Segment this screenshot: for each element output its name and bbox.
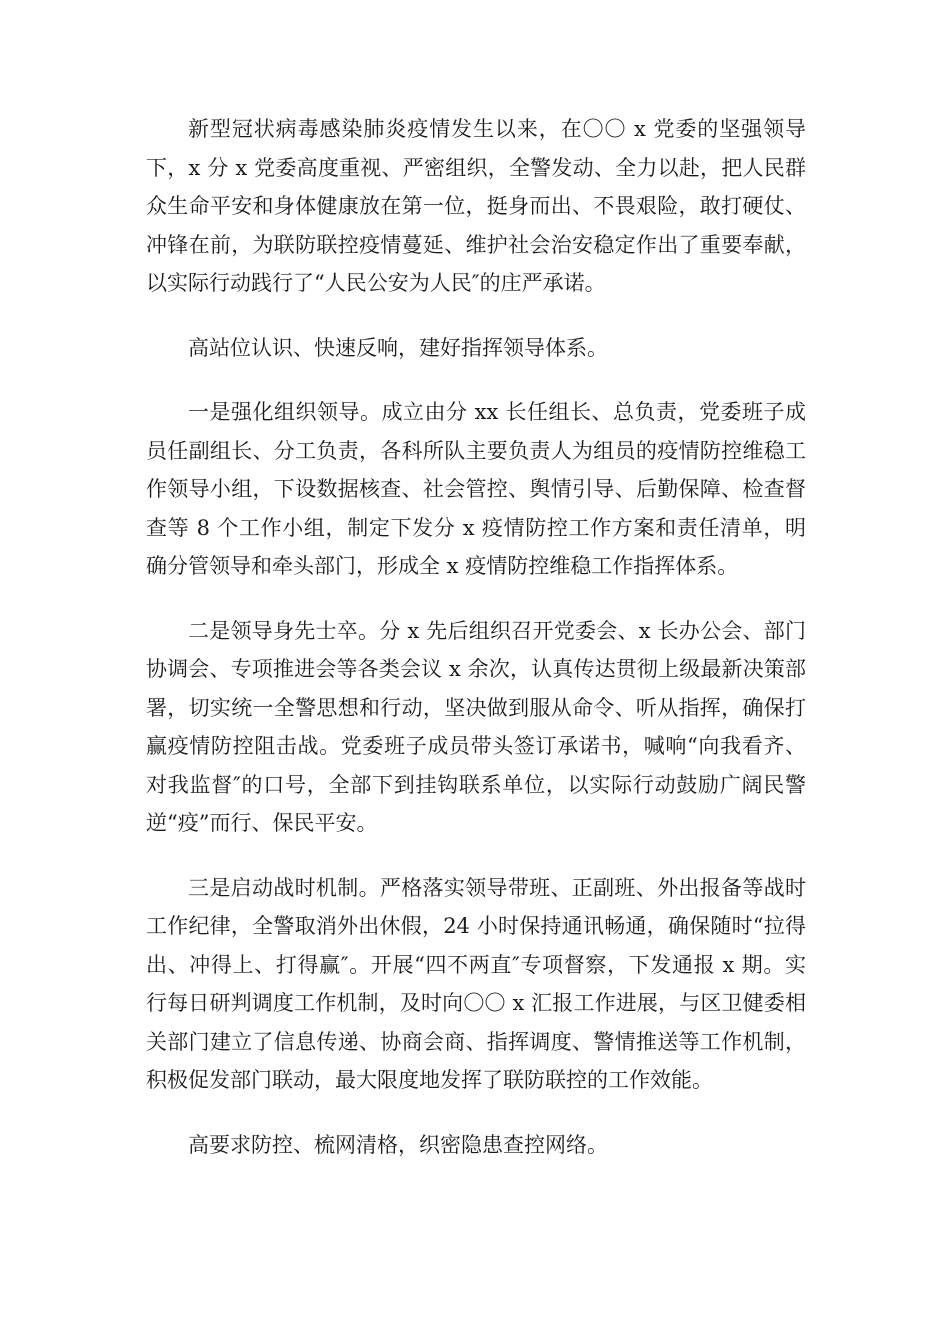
section-heading-prevention-network: 高要求防控、梳网清格，织密隐患查控网络。: [188, 1132, 608, 1157]
paragraph-leaders-take-lead: 二是领导身先士卒。分 x 先后组织召开党委会、x 长办公会、部门协调会、专项推进会等各类会议 x 余次，认真传达贯彻上级最新决策部署，切实统一全警思想和行动，坚决做到服从命令、听从指挥，确保打赢疫情防控阻击战。党委班子成员带头签订承诺书，喊响“向我看齐、对我监督″的口号，全部下到挂钩联系单位，以实际行动鼓励广阔民警逆“疫”而行、保民平安。: [146, 618, 806, 835]
section-heading-command-system: 高站位认识、快速反响，建好指挥领导体系。: [188, 335, 608, 360]
intro-paragraph: 新型冠状病毒感染肺炎疫情发生以来，在〇〇 x 党委的坚强领导下，x 分 x 党委高度重视、严密组织，全警发动、全力以赴，把人民群众生命平安和身体健康放在第一位，挺身而出、不畏艰险，敢打硬仗、冲锋在前，为联防联控疫情蔓延、维护社会治安稳定作出了重要奉献，以实际行动践行了“人民公安为人民″的庄严承诺。: [146, 117, 806, 295]
paragraph-wartime-mechanism: 三是启动战时机制。严格落实领导带班、正副班、外出报备等战时工作纪律，全警取消外出休假，24 小时保持通讯畅通，确保随时“拉得出、冲得上、打得赢″。开展“四不两直″专项督察，下发通报 x 期。实行每日研判调度工作机制，及时向〇〇 x 汇报工作进展，与区卫健委相关部门建立了信息传递、协商会商、指挥调度、警情推送等工作机制，积极促发部门联动，最大限度地发挥了联防联控的工作效能。: [146, 875, 806, 1092]
paragraph-organization-leadership: 一是强化组织领导。成立由分 xx 长任组长、总负责，党委班子成员任副组长、分工负责，各科所队主要负责人为组员的疫情防控维稳工作领导小组，下设数据核查、社会管控、舆情引导、后勤保障、检查督查等 8 个工作小组，制定下发分 x 疫情防控工作方案和责任清单，明确分管领导和牵头部门，形成全 x 疫情防控维稳工作指挥体系。: [146, 400, 806, 578]
document-body: [146, 110, 806, 1190]
